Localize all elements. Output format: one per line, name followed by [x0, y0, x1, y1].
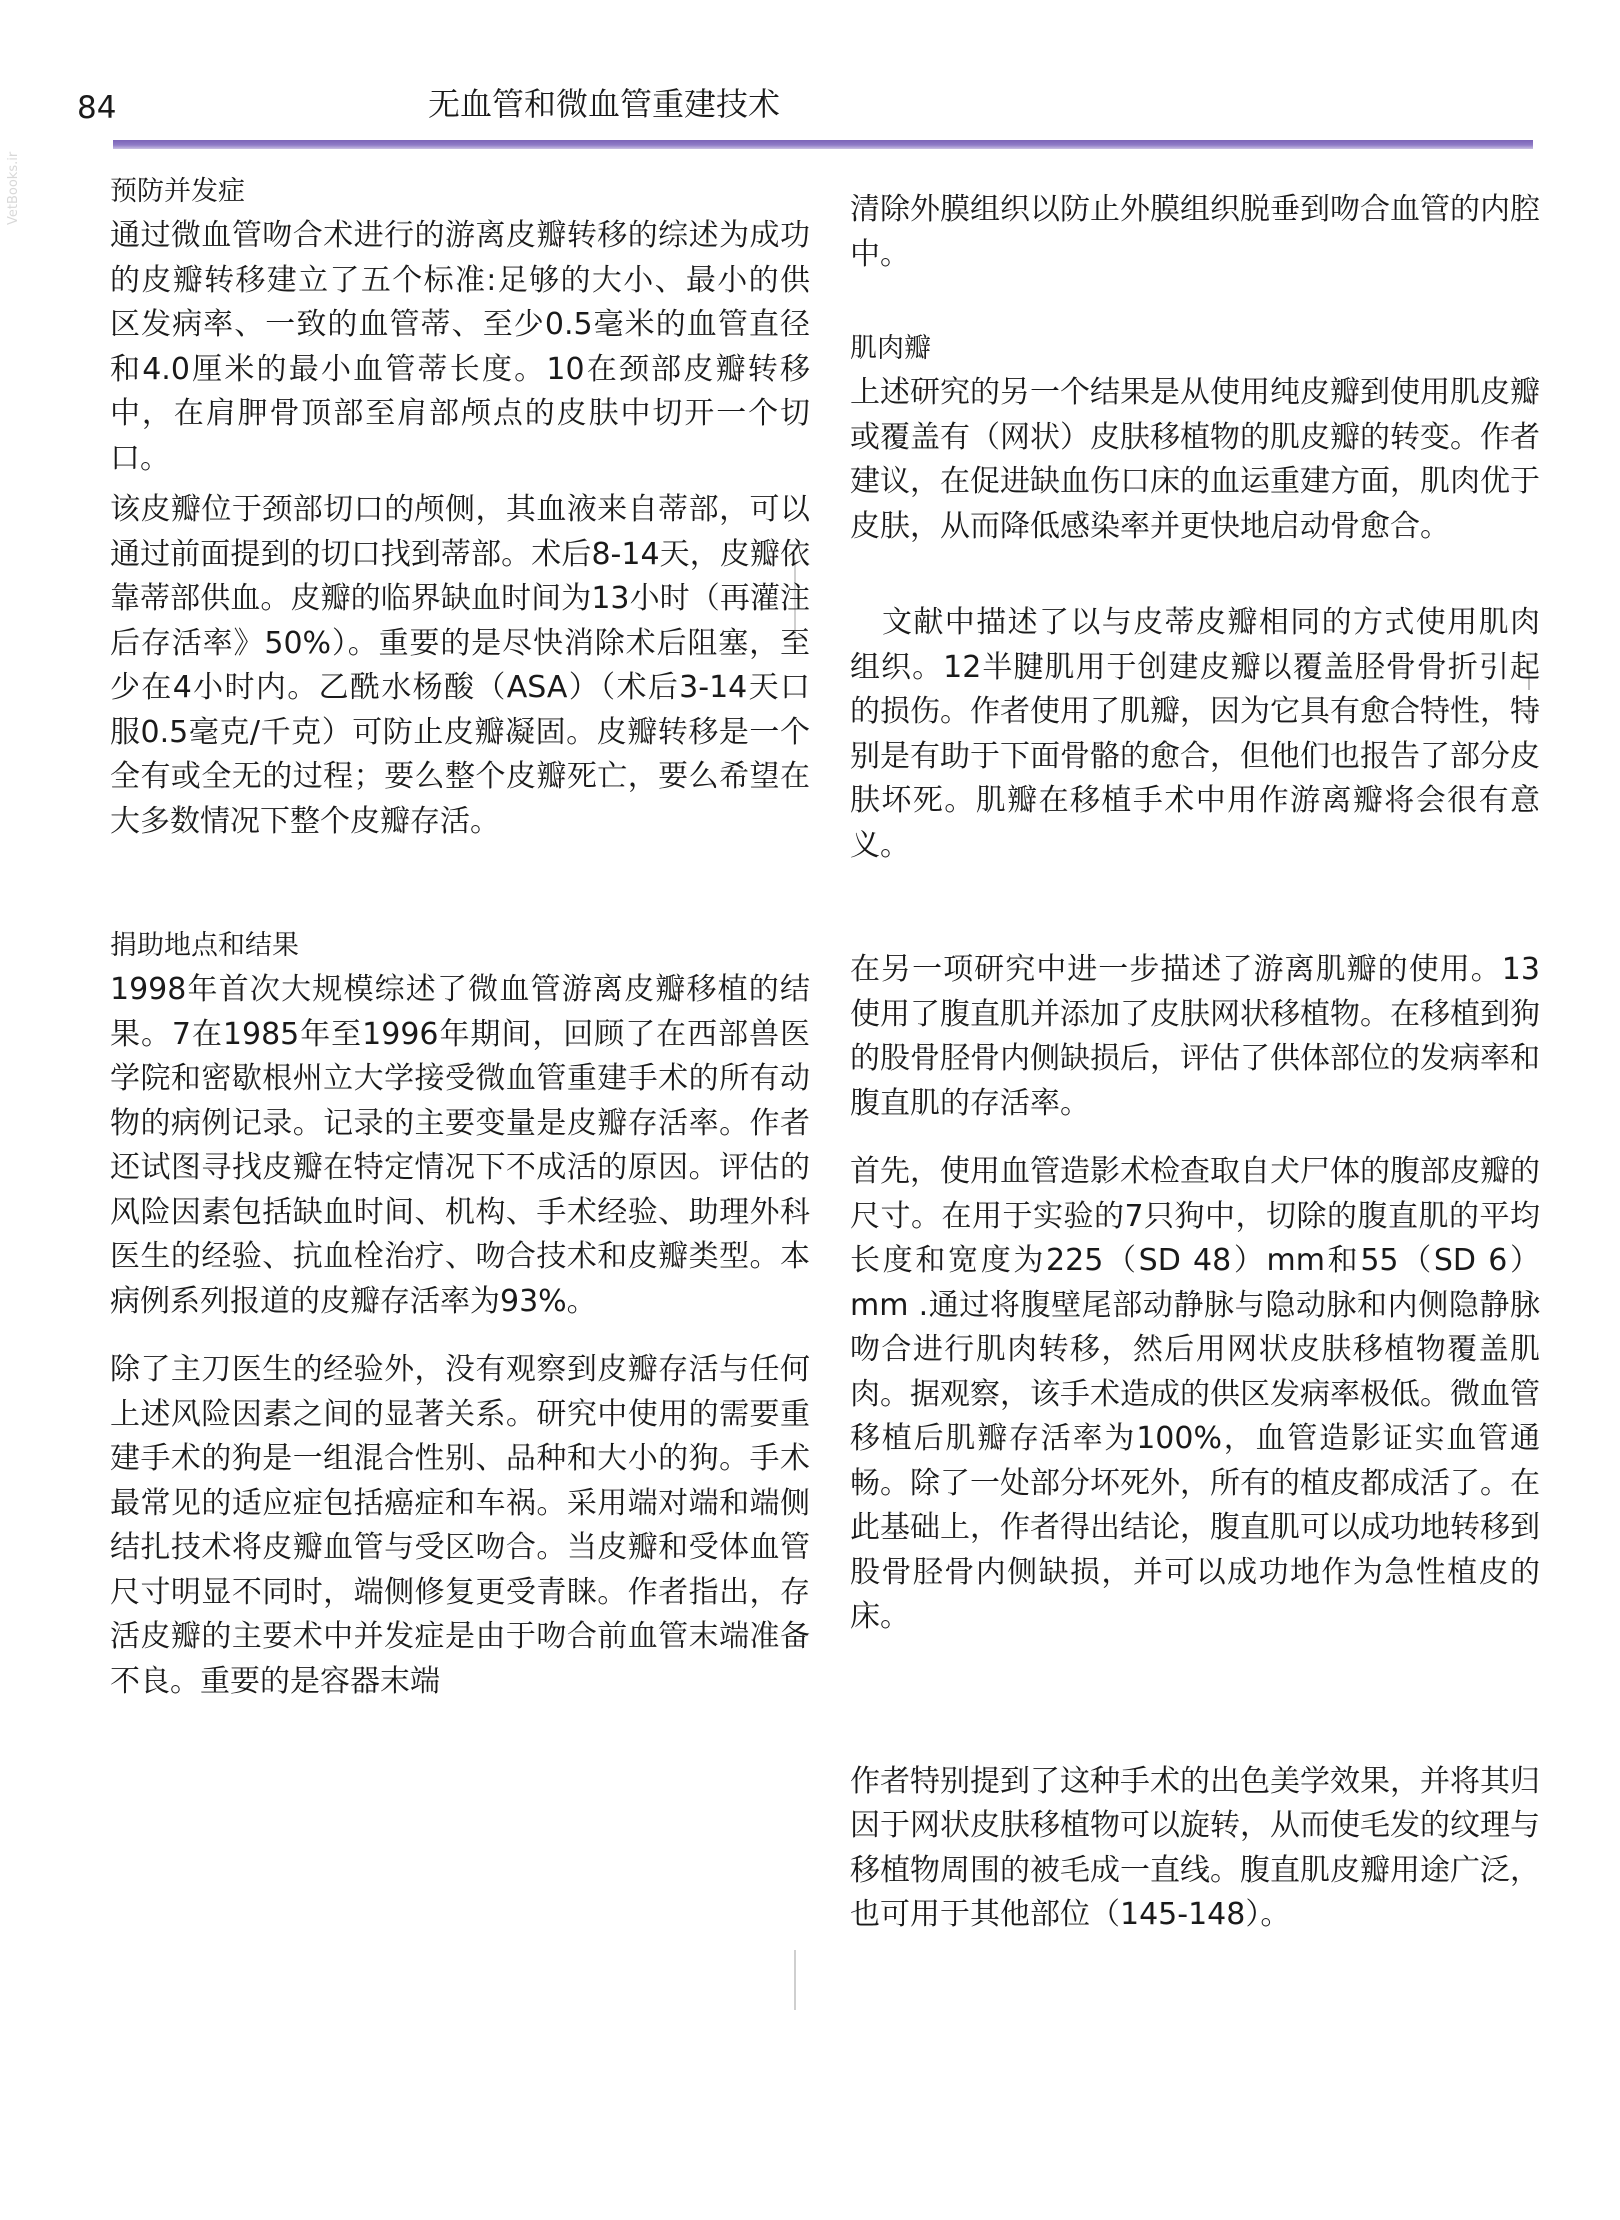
- page-number: 84: [77, 90, 117, 126]
- paragraph-muscle-flap-4: 首先，使用血管造影术检查取自犬尸体的腹部皮瓣的尺寸。在用于实验的7只狗中，切除的腹直肌的平均长度和宽度为225（SD 48）mm和55（SD 6）mm .通过将腹壁尾部动静脉与隐动脉和内侧隐静脉吻合进行肌肉转移，然后用网状皮肤移植物覆盖肌肉。据观察，该手术造成的供区发病率极低。微血管移植后肌瓣存活率为100%，血管造影证实血管通畅。除了一处部分坏死外，所有的植皮都成活了。在此基础上，作者得出结论，腹直肌可以成功地转移到股骨胫骨内侧缺损，并可以成功地作为急性植皮的床。: [850, 1154, 1540, 1634]
- paragraph-muscle-flap-2: 文献中描述了以与皮蒂皮瓣相同的方式使用肌肉组织。12半腱肌用于创建皮瓣以覆盖胫骨骨折引起的损伤。作者使用了肌瓣，因为它具有愈合特性，特别是有助于下面骨骼的愈合，但他们也报告了部分皮肤坏死。肌瓣在移植手术中用作游离瓣将会很有意义。: [850, 605, 1540, 863]
- paragraph-complications-2: 该皮瓣位于颈部切口的颅侧，其血液来自蒂部，可以通过前面提到的切口找到蒂部。术后8-14天，皮瓣依靠蒂部供血。皮瓣的临界缺血时间为13小时（再灌注后存活率》50%）。重要的是尽快消除术后阻塞，至少在4小时内。乙酰水杨酸（ASA）（术后3-14天口服0.5毫克/千克）可防止皮瓣凝固。皮瓣转移是一个全有或全无的过程；要么整个皮瓣死亡，要么希望在大多数情况下整个皮瓣存活。: [110, 492, 810, 839]
- paragraph-muscle-flap-5: 作者特别提到了这种手术的出色美学效果，并将其归因于网状皮肤移植物可以旋转，从而使毛发的纹理与移植物周围的被毛成一直线。腹直肌皮瓣用途广泛，也可用于其他部位（145-148）。: [850, 1763, 1540, 1932]
- paragraph-donor-sites-1: 1998年首次大规模综述了微血管游离皮瓣移植的结果。7在1985年至1996年期间，回顾了在西部兽医学院和密歇根州立大学接受微血管重建手术的所有动物的病例记录。记录的主要变量是皮瓣存活率。作者还试图寻找皮瓣在特定情况下不成活的原因。评估的风险因素包括缺血时间、机构、手术经验、助理外科医生的经验、抗血栓治疗、吻合技术和皮瓣类型。本病例系列报道的皮瓣存活率为93%。: [110, 972, 810, 1319]
- paragraph-muscle-flap-1: 上述研究的另一个结果是从使用纯皮瓣到使用肌皮瓣或覆盖有（网状）皮肤移植物的肌皮瓣的转变。作者建议，在促进缺血伤口床的血运重建方面，肌肉优于皮肤，从而降低感染率并更快地启动骨愈合。: [850, 375, 1540, 544]
- section-heading-complications: 预防并发症: [110, 176, 245, 207]
- paragraph-donor-sites-2: 除了主刀医生的经验外，没有观察到皮瓣存活与任何上述风险因素之间的显著关系。研究中使用的需要重建手术的狗是一组混合性别、品种和大小的狗。手术最常见的适应症包括癌症和车祸。采用端对端和端侧结扎技术将皮瓣血管与受区吻合。当皮瓣和受体血管尺寸明显不同时，端侧修复更受青睐。作者指出，存活皮瓣的主要术中并发症是由于吻合前血管末端准备不良。重要的是容器末端: [110, 1352, 810, 1699]
- header-rule: [113, 140, 1533, 149]
- watermark: VetBooks.ir: [6, 151, 21, 225]
- left-column-edge-line-lower: [794, 1950, 796, 2010]
- left-column: [110, 170, 810, 1704]
- right-column: [850, 170, 1540, 1938]
- section-heading-muscle-flap: 肌肉瓣: [850, 333, 931, 364]
- section-heading-donor-sites: 捐助地点和结果: [110, 930, 299, 961]
- paragraph-continuation: 清除外膜组织以防止外膜组织脱垂到吻合血管的内腔中。: [850, 192, 1540, 272]
- running-title: 无血管和微血管重建技术: [428, 85, 781, 123]
- paragraph-complications-1: 通过微血管吻合术进行的游离皮瓣转移的综述为成功的皮瓣转移建立了五个标准:足够的大小、最小的供区发病率、一致的血管蒂、至少0.5毫米的血管直径和4.0厘米的最小血管蒂长度。10在颈部皮瓣转移中，在肩胛骨顶部至肩部颅点的皮肤中切开一个切口。: [110, 218, 810, 476]
- paragraph-muscle-flap-3: 在另一项研究中进一步描述了游离肌瓣的使用。13使用了腹直肌并添加了皮肤网状移植物。在移植到狗的股骨胫骨内侧缺损后，评估了供体部位的发病率和腹直肌的存活率。: [850, 952, 1540, 1121]
